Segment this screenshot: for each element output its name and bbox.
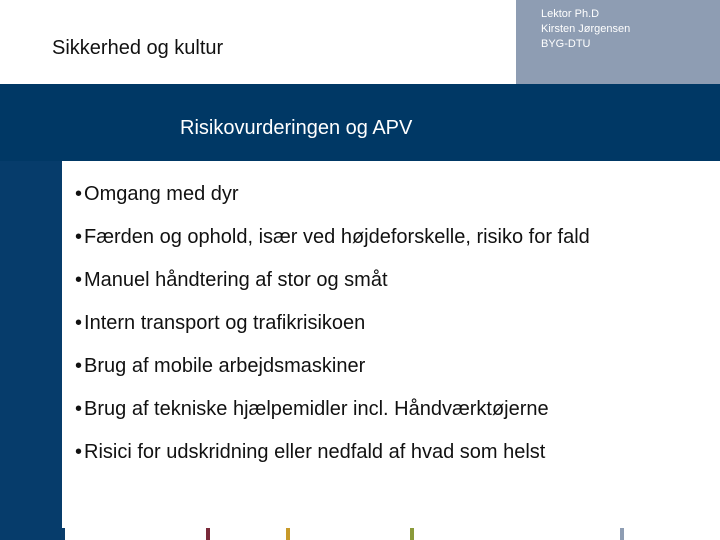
author-title: Lektor Ph.D	[541, 8, 600, 20]
bullet-text: Færden og ophold, især ved højdeforskelle, risiko for fald	[84, 226, 590, 248]
bullet-text: Omgang med dyr	[84, 183, 239, 205]
bullet-mark: •	[75, 312, 83, 334]
header	[0, 0, 516, 84]
color-stripe-markers	[0, 528, 720, 540]
bullet-mark: •	[75, 269, 83, 291]
bullet-item	[75, 438, 655, 466]
bullet-mark: •	[75, 183, 83, 205]
author-info	[541, 7, 630, 52]
marker-stripe-2	[206, 528, 210, 540]
header-title: Sikkerhed og kultur	[52, 37, 224, 59]
slide-subtitle: Risikovurderingen og APV	[180, 117, 413, 139]
marker-stripe-3	[286, 528, 290, 540]
marker-stripe-1	[61, 528, 65, 540]
bullet-text: Brug af tekniske hjælpemidler incl. Håndværktøjerne	[84, 398, 549, 420]
content-panel	[62, 161, 720, 540]
bullet-text: Intern transport og trafikrisikoen	[84, 312, 366, 334]
bullet-item	[75, 180, 655, 208]
author-panel	[516, 0, 720, 84]
bullet-mark: •	[75, 441, 83, 463]
bullet-item	[75, 395, 655, 423]
bullet-text: Manuel håndtering af stor og småt	[84, 269, 388, 291]
bullet-list	[75, 180, 655, 481]
marker-stripe-4	[410, 528, 414, 540]
bullet-item	[75, 309, 655, 337]
bullet-item	[75, 223, 655, 251]
author-name: Kirsten Jørgensen	[541, 23, 631, 35]
bullet-item	[75, 266, 655, 294]
bullet-mark: •	[75, 355, 83, 377]
bullet-text: Brug af mobile arbejdsmaskiner	[84, 355, 366, 377]
bullet-mark: •	[75, 398, 83, 420]
slide-body	[0, 84, 720, 540]
marker-stripe-5	[620, 528, 624, 540]
bullet-text: Risici for udskridning eller nedfald af hvad som helst	[84, 441, 546, 463]
bullet-item	[75, 352, 655, 380]
subtitle-band	[0, 84, 720, 161]
author-department: BYG-DTU	[541, 38, 591, 50]
bullet-mark: •	[75, 226, 83, 248]
